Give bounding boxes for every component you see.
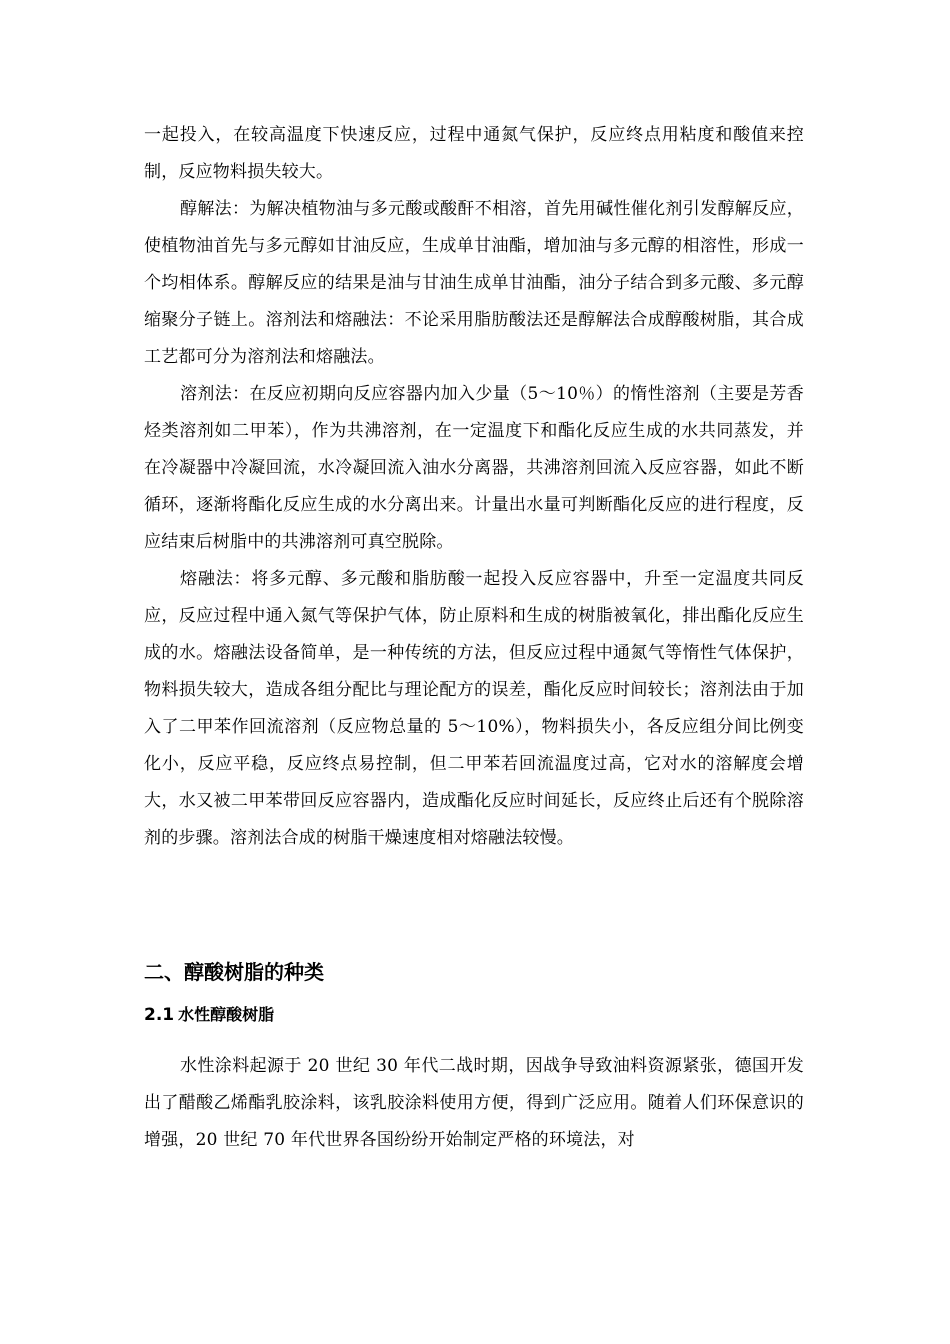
subsection-title: 水性醇酸树脂 [178,1005,275,1024]
section-spacer [144,857,804,954]
paragraph-continued: 一起投入，在较高温度下快速反应，过程中通氮气保护，反应终点用粘度和酸值来控制，反应物料损失较大。 [144,125,804,182]
paragraph-fusion-method: 熔融法：将多元醇、多元酸和脂肪酸一起投入反应容器中，升至一定温度共同反应，反应过程中通入氮气等保护气体，防止原料和生成的树脂被氧化，排出酯化反应生成的水。熔融法设备简单，是一种传统的方法，但反应过程中通氮气等惰性气体保护，物料损失较大，造成各组分配比与理论配方的误差，酯化反应时间较长；溶剂法由于加入了二甲苯作回流溶剂（反应物总量的 5～10%），物料损失小，各反应组分间比例变化小，反应平稳，反应终点易控制，但二甲苯若回流温度过高，它对水的溶解度会增大，水又被二甲苯带回反应容器内，造成酯化反应时间延长，反应终止后还有个脱除溶剂的步骤。溶剂法合成的树脂干燥速度相对熔融法较慢。 [144,569,804,848]
subsection-number: 2.1 [144,1005,175,1025]
paragraph-alcoholysis-method: 醇解法：为解决植物油与多元酸或酸酐不相溶，首先用碱性催化剂引发醇解反应，使植物油首先与多元醇如甘油反应，生成单甘油酯，增加油与多元醇的相溶性，形成一个均相体系。醇解反应的结果是油与甘油生成单甘油酯，油分子结合到多元酸、多元醇缩聚分子链上。溶剂法和熔融法：不论采用脂肪酸法还是醇解法合成醇酸树脂，其合成工艺都可分为溶剂法和熔融法。 [144,199,804,367]
page-content [144,117,804,1159]
paragraph-solvent-method: 溶剂法：在反应初期向反应容器内加入少量（5～10％）的惰性溶剂（主要是芳香烃类溶剂如二甲苯），作为共沸溶剂，在一定温度下和酯化反应生成的水共同蒸发，并在冷凝器中冷凝回流，水冷凝回流入油水分离器，共沸溶剂回流入反应容器，如此不断循环，逐渐将酯化反应生成的水分离出来。计量出水量可判断酯化反应的进行程度，反应结束后树脂中的共沸溶剂可真空脱除。 [144,384,804,552]
paragraph-waterborne-origin: 水性涂料起源于 20 世纪 30 年代二战时期，因战争导致油料资源紧张，德国开发出了醋酸乙烯酯乳胶涂料，该乳胶涂料使用方便，得到广泛应用。随着人们环保意识的增强，20 世纪 70 年代世界各国纷纷开始制定严格的环境法，对 [144,1056,804,1150]
section-heading: 二、醇酸树脂的种类 [144,960,324,984]
subsection-heading [144,1000,804,1048]
